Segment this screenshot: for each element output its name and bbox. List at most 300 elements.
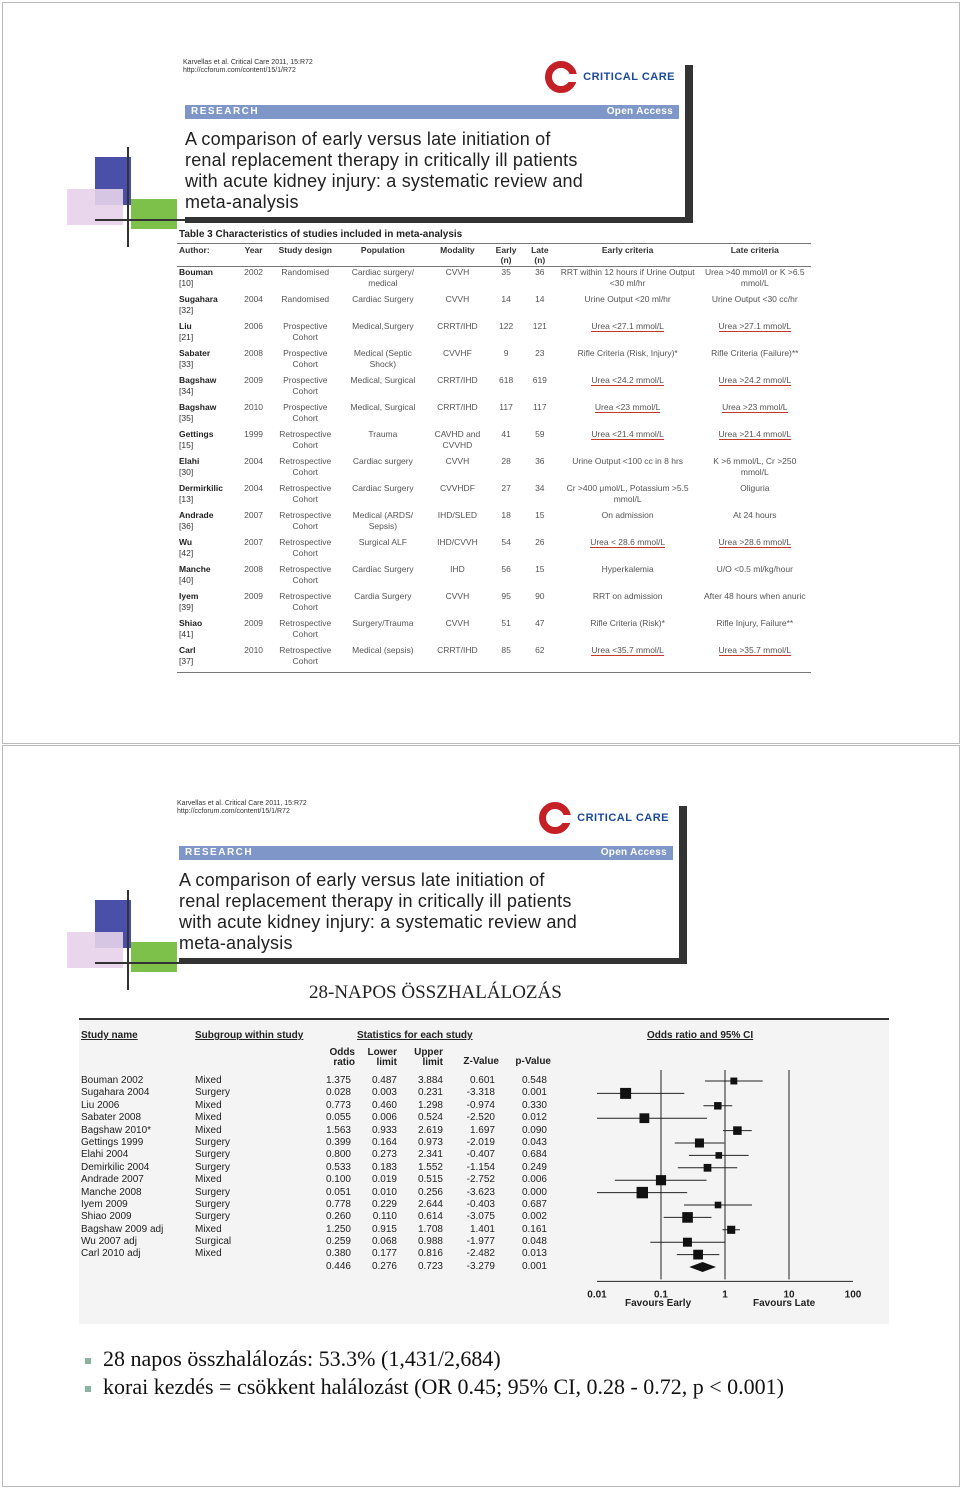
citation (183, 59, 313, 75)
bullet-text: 28 napos összhalálozás: 53.3% (1,431/2,684) (103, 1346, 501, 1371)
study-marker (704, 1164, 712, 1172)
design-cell: Retrospective Cohort (279, 564, 332, 585)
paper-title (179, 870, 679, 954)
upper-limit-cell: 2.341 (417, 1149, 443, 1161)
lower-limit-cell: 0.003 (371, 1087, 397, 1099)
author-name: Wu (179, 537, 193, 547)
journal-name: CRITICAL CARE (583, 71, 675, 83)
late-criteria-cell: Urine Output <30 cc/hr (711, 294, 798, 304)
bullet-2 (85, 1374, 784, 1400)
title-line: A comparison of early versus late initiation of (185, 129, 551, 149)
p-value-cell: 0.006 (521, 1174, 547, 1186)
x-tick-label: 0.01 (587, 1289, 607, 1301)
upper-limit-cell: 0.988 (417, 1236, 443, 1248)
study-marker (656, 1175, 666, 1185)
bullet-icon (85, 1358, 91, 1364)
lower-limit-cell: 0.177 (371, 1248, 397, 1260)
p-value-cell: 0.330 (521, 1099, 547, 1111)
lower-limit-cell: 0.460 (371, 1099, 397, 1111)
modality-cell: CVVH (445, 591, 470, 601)
decor-green-square (131, 199, 177, 229)
z-value-cell: -3.318 (466, 1087, 495, 1099)
table-row (177, 348, 811, 375)
study-name-cell: Bouman 2002 (81, 1075, 144, 1086)
x-tick-label: 100 (844, 1289, 862, 1301)
year-cell: 2009 (244, 618, 264, 628)
late-criteria-cell: U/O <0.5 ml/kg/hour (716, 564, 793, 574)
late-criteria-cell (699, 321, 811, 348)
study-name-cell: Manche 2008 (81, 1186, 142, 1198)
header-shadow-right (679, 806, 687, 964)
author-cell (177, 456, 237, 483)
author-name: Elahi (179, 456, 200, 466)
design-cell: Retrospective Cohort (279, 456, 332, 477)
header-p-value: p-Value (515, 1056, 551, 1067)
upper-limit-cell: 1.708 (417, 1223, 443, 1235)
population-cell: Medical, Surgical (350, 402, 416, 412)
table-body (177, 267, 811, 673)
author-ref: [13] (179, 494, 194, 504)
early-criteria-cell (557, 429, 699, 456)
lower-limit-cell: 0.068 (371, 1236, 397, 1248)
table-row (177, 483, 811, 510)
odds-ratio-cell: 0.778 (325, 1198, 351, 1210)
favours-late-label: Favours Late (753, 1298, 816, 1309)
late-n-cell: 47 (535, 618, 545, 628)
header-shadow-bottom (185, 217, 693, 223)
upper-limit-cell: 1.552 (417, 1161, 443, 1173)
table-row (177, 294, 811, 321)
odds-ratio-cell: 1.375 (325, 1075, 351, 1086)
title-line: A comparison of early versus late initiation of (179, 870, 545, 890)
study-marker (727, 1226, 735, 1234)
population-cell: Surgical ALF (358, 537, 407, 547)
header-study-name: Study name (81, 1030, 138, 1041)
table-header-row (177, 244, 811, 267)
late-n-cell: 62 (535, 645, 545, 655)
author-cell (177, 321, 237, 348)
late-n-cell: 36 (535, 456, 545, 466)
late-n-cell: 15 (535, 564, 545, 574)
study-marker (695, 1138, 704, 1147)
author-cell (177, 348, 237, 375)
criteria-text: Urea <27.1 mmol/L (591, 321, 664, 331)
population-cell: Medical, Surgical (350, 375, 416, 385)
design-cell: Retrospective Cohort (279, 510, 332, 531)
col-author: Author: (179, 245, 210, 255)
section-label: RESEARCH (185, 847, 254, 858)
decor-line-h (95, 962, 185, 964)
population-cell: Medical (ARDS/ Sepsis) (352, 510, 414, 531)
z-value-cell: -3.623 (466, 1186, 495, 1198)
slide-2 (2, 745, 960, 1487)
study-marker (715, 1152, 722, 1159)
title-line: renal replacement therapy in critically ill patients (185, 150, 578, 170)
early-n-cell: 18 (501, 510, 511, 520)
design-cell: Randomised (281, 294, 330, 304)
early-criteria-cell: Rifle Criteria (Risk, Injury)* (577, 348, 678, 358)
section-bar (179, 846, 673, 860)
late-criteria-cell: K >6 mmol/L, Cr >250 mmol/L (713, 456, 797, 477)
author-ref: [39] (179, 602, 194, 612)
early-criteria-cell: RRT within 12 hours if Urine Output <30 ml/hr (560, 267, 695, 288)
subgroup-cell: Mixed (195, 1112, 222, 1124)
lower-limit-cell: 0.010 (371, 1186, 397, 1198)
design-cell: Retrospective Cohort (279, 591, 332, 612)
year-cell: 2002 (244, 267, 264, 277)
early-criteria-cell: RRT on admission (592, 591, 663, 601)
author-name: Bouman (179, 267, 213, 277)
table-row (177, 429, 811, 456)
odds-ratio-cell: 0.055 (325, 1112, 351, 1124)
odds-ratio-cell: 0.773 (325, 1099, 351, 1111)
criteria-text: Urea >21.4 mmol/L (718, 429, 792, 439)
p-value-cell: 0.161 (521, 1223, 547, 1235)
year-cell: 2004 (244, 294, 264, 304)
upper-limit-cell: 0.524 (417, 1112, 443, 1124)
z-value-cell: 1.401 (469, 1223, 495, 1235)
header-statistics: Statistics for each study (357, 1030, 473, 1041)
lower-limit-cell: 0.229 (371, 1198, 397, 1210)
p-value-cell: 0.043 (521, 1136, 547, 1148)
decor-line-v (127, 147, 129, 247)
author-cell (177, 591, 237, 618)
lower-limit-cell: 0.183 (371, 1161, 397, 1173)
author-ref: [30] (179, 467, 194, 477)
odds-ratio-cell: 0.100 (325, 1174, 351, 1186)
early-criteria-cell: Urine Output <20 ml/hr (584, 294, 671, 304)
design-cell: Retrospective Cohort (279, 429, 332, 450)
citation-line-2: http://ccforum.com/content/15/1/R72 (177, 808, 290, 815)
population-cell: Cardiac surgery (352, 456, 413, 466)
design-cell: Retrospective Cohort (279, 537, 332, 558)
late-criteria-cell (699, 375, 811, 402)
subgroup-cell: Surgery (195, 1149, 231, 1161)
early-n-cell: 28 (501, 456, 511, 466)
paper-title (185, 129, 685, 213)
early-n-cell: 95 (501, 591, 511, 601)
author-ref: [40] (179, 575, 194, 585)
study-name-cell: Bagshaw 2009 adj (81, 1223, 164, 1235)
modality-cell: CRRT/IHD (437, 375, 478, 385)
study-marker (620, 1088, 631, 1099)
pooled-z-value-cell: -3.279 (466, 1260, 495, 1272)
early-criteria-cell: Hyperkalemia (601, 564, 654, 574)
subgroup-cell: Mixed (195, 1223, 222, 1235)
author-cell (177, 537, 237, 564)
study-name-cell: Sabater 2008 (81, 1112, 142, 1124)
design-cell: Randomised (281, 267, 330, 277)
author-cell (177, 510, 237, 537)
population-cell: Trauma (368, 429, 398, 439)
z-value-cell: -1.977 (466, 1236, 495, 1248)
study-name-cell: Wu 2007 adj (81, 1236, 137, 1248)
criteria-text: Urea <21.4 mmol/L (591, 429, 664, 439)
subgroup-cell: Surgery (195, 1136, 231, 1148)
header-shadow-bottom (179, 958, 687, 964)
study-name-cell: Demirkilic 2004 (81, 1161, 150, 1173)
slide-subtitle: 28-NAPOS ÖSSZHALÁLOZÁS (309, 982, 562, 1003)
early-n-cell: 56 (501, 564, 511, 574)
early-n-cell: 14 (501, 294, 511, 304)
late-criteria-cell (699, 429, 811, 456)
author-name: Iyem (179, 591, 199, 601)
author-name: Shiao (179, 618, 203, 628)
population-cell: Cardiac Surgery (352, 294, 414, 304)
author-name: Sabater (179, 348, 211, 358)
early-criteria-cell: Rifle Criteria (Risk)* (590, 618, 665, 628)
author-cell (177, 402, 237, 429)
col-late-n: Late (n) (531, 245, 549, 265)
section-label: RESEARCH (191, 106, 260, 117)
upper-limit-cell: 0.256 (417, 1186, 443, 1198)
bullet-text: korai kezdés = csökkent halálozást (OR 0.45; 95% CI, 0.28 - 0.72, p < 0.001) (103, 1374, 785, 1399)
col-design: Study design (278, 245, 332, 255)
study-marker (715, 1202, 722, 1209)
p-value-cell: 0.048 (521, 1236, 547, 1248)
decor-line-h (95, 219, 185, 221)
subgroup-cell: Surgery (195, 1186, 231, 1198)
modality-cell: CVVH (445, 456, 470, 466)
header-upper-limit: Upper limit (414, 1047, 443, 1068)
late-n-cell: 34 (535, 483, 545, 493)
late-criteria-cell (699, 537, 811, 564)
pooled-p-value-cell: 0.001 (521, 1260, 547, 1272)
forest-plot (79, 1018, 889, 1324)
table-row (177, 618, 811, 645)
criteria-text: Urea <24.2 mmol/L (591, 375, 664, 385)
year-cell: 2009 (244, 375, 264, 385)
lower-limit-cell: 0.019 (371, 1174, 397, 1186)
study-name-cell: Bagshaw 2010* (81, 1124, 152, 1136)
late-criteria-cell: Urea >40 mmol/l or K >6.5 mmol/L (704, 267, 805, 288)
bullet-icon (85, 1386, 91, 1392)
upper-limit-cell: 0.231 (417, 1087, 443, 1099)
late-n-cell: 59 (535, 429, 545, 439)
critical-care-logo-icon (539, 802, 571, 834)
z-value-cell: -0.403 (466, 1198, 495, 1210)
late-criteria-cell: At 24 hours (733, 510, 777, 520)
author-ref: [37] (179, 656, 194, 666)
z-value-cell: 0.601 (469, 1075, 495, 1086)
author-name: Dermirkilic (179, 483, 223, 493)
design-cell: Prospective Cohort (283, 375, 328, 396)
study-marker (733, 1126, 742, 1135)
p-value-cell: 0.002 (521, 1211, 547, 1223)
early-criteria-cell: Urine Output <100 cc in 8 hrs (572, 456, 684, 466)
title-line: with acute kidney injury: a systematic review and (179, 912, 577, 932)
title-line: with acute kidney injury: a systematic review and (185, 171, 583, 191)
p-value-cell: 0.012 (521, 1112, 547, 1124)
modality-cell: CVVH (445, 294, 470, 304)
year-cell: 1999 (244, 429, 264, 439)
criteria-text: Urea >27.1 mmol/L (718, 321, 792, 331)
study-marker (730, 1078, 737, 1085)
z-value-cell: -0.974 (466, 1099, 495, 1111)
journal-logo (545, 61, 675, 93)
author-name: Manche (179, 564, 211, 574)
author-ref: [35] (179, 413, 194, 423)
design-cell: Retrospective Cohort (279, 618, 332, 639)
col-year: Year (244, 245, 263, 255)
x-tick-label: 0.1 (654, 1289, 668, 1301)
z-value-cell: -3.075 (466, 1211, 495, 1223)
modality-cell: IHD/SLED (437, 510, 478, 520)
pooled-lower-limit-cell: 0.276 (371, 1260, 397, 1272)
p-value-cell: 0.548 (521, 1075, 547, 1086)
modality-cell: IHD/CVVH (437, 537, 478, 547)
population-cell: Cardiac surgery/ medical (351, 267, 415, 288)
citation (177, 800, 307, 816)
study-name-cell: Andrade 2007 (81, 1174, 144, 1186)
citation-line-2: http://ccforum.com/content/15/1/R72 (183, 67, 296, 74)
col-late-criteria: Late criteria (730, 245, 779, 255)
criteria-text: Urea >28.6 mmol/L (718, 537, 792, 547)
z-value-cell: -2.520 (466, 1112, 495, 1124)
p-value-cell: 0.249 (521, 1161, 547, 1173)
access-label: Open Access (600, 847, 667, 858)
year-cell: 2010 (244, 645, 264, 655)
population-cell: Medical (sepsis) (352, 645, 414, 655)
modality-cell: CRRT/IHD (437, 321, 478, 331)
study-marker (639, 1113, 649, 1123)
odds-ratio-cell: 0.028 (325, 1087, 351, 1099)
author-ref: [41] (179, 629, 194, 639)
author-ref: [42] (179, 548, 194, 558)
early-criteria-cell: Cr >400 μmol/L, Potassium >5.5 mmol/L (566, 483, 689, 504)
late-criteria-cell (699, 402, 811, 429)
study-name-cell: Iyem 2009 (81, 1198, 128, 1210)
p-value-cell: 0.090 (521, 1124, 547, 1136)
subgroup-cell: Mixed (195, 1124, 222, 1136)
study-marker (637, 1187, 648, 1198)
population-cell: Cardiac Surgery (352, 564, 414, 574)
modality-cell: CAVHD and CVVHD (434, 429, 481, 450)
author-ref: [15] (179, 440, 194, 450)
table-row (177, 402, 811, 429)
subgroup-cell: Surgery (195, 1211, 231, 1223)
col-modality: Modality (440, 245, 475, 255)
early-n-cell: 35 (501, 267, 511, 277)
characteristics-table (177, 243, 811, 673)
early-n-cell: 85 (501, 645, 511, 655)
study-marker (693, 1250, 703, 1260)
critical-care-logo-icon (545, 61, 577, 93)
modality-cell: CVVH (445, 267, 470, 277)
lower-limit-cell: 0.110 (372, 1211, 397, 1223)
early-n-cell: 117 (499, 402, 513, 412)
author-ref: [32] (179, 305, 194, 315)
author-name: Bagshaw (179, 375, 217, 385)
paper-header (175, 796, 687, 966)
table-row (177, 537, 811, 564)
pooled-odds-ratio-cell: 0.446 (325, 1260, 351, 1272)
p-value-cell: 0.687 (521, 1198, 547, 1210)
subgroup-cell: Surgery (195, 1161, 231, 1173)
header-z-value: Z-Value (463, 1056, 499, 1067)
early-criteria-cell (557, 402, 699, 429)
p-value-cell: 0.684 (521, 1149, 547, 1161)
criteria-text: Urea >23 mmol/L (722, 402, 788, 412)
header-subgroup: Subgroup within study (195, 1030, 304, 1041)
odds-ratio-cell: 1.563 (325, 1124, 351, 1136)
header-shadow-right (685, 65, 693, 223)
modality-cell: CRRT/IHD (437, 645, 478, 655)
modality-cell: CVVHDF (439, 483, 475, 493)
author-name: Carl (179, 645, 196, 655)
paper-header (181, 55, 693, 225)
table-caption: Table 3 Characteristics of studies included in meta-analysis (179, 229, 463, 240)
odds-ratio-cell: 1.250 (325, 1223, 351, 1235)
journal-name: CRITICAL CARE (577, 812, 669, 824)
early-criteria-cell (557, 537, 699, 564)
z-value-cell: -2.019 (466, 1136, 495, 1148)
z-value-cell: 1.697 (469, 1124, 495, 1136)
year-cell: 2008 (244, 564, 264, 574)
study-name-cell: Liu 2006 (81, 1099, 120, 1111)
z-value-cell: -2.482 (466, 1248, 495, 1260)
col-early-criteria: Early criteria (601, 245, 654, 255)
forest-plot-svg (79, 1018, 889, 1324)
subgroup-cell: Mixed (195, 1075, 222, 1086)
table-row (177, 591, 811, 618)
col-early-n: Early (n) (495, 245, 517, 265)
year-cell: 2008 (244, 348, 264, 358)
population-cell: Cardiac Surgery (352, 483, 414, 493)
early-n-cell: 41 (501, 429, 511, 439)
population-cell: Surgery/Trauma (352, 618, 414, 628)
odds-ratio-cell: 0.533 (325, 1161, 351, 1173)
upper-limit-cell: 0.614 (417, 1211, 443, 1223)
late-criteria-cell (699, 645, 811, 673)
upper-limit-cell: 1.298 (417, 1099, 443, 1111)
x-tick-label: 1 (722, 1289, 728, 1301)
author-ref: [36] (179, 521, 194, 531)
table-row (177, 456, 811, 483)
pooled-diamond (689, 1262, 716, 1272)
lower-limit-cell: 0.273 (371, 1149, 397, 1161)
late-n-cell: 36 (535, 267, 545, 277)
lower-limit-cell: 0.933 (371, 1124, 397, 1136)
late-n-cell: 23 (535, 348, 545, 358)
late-n-cell: 121 (532, 321, 547, 331)
subgroup-cell: Mixed (195, 1099, 222, 1111)
author-ref: [33] (179, 359, 194, 369)
odds-ratio-cell: 0.051 (325, 1186, 351, 1198)
title-line: meta-analysis (185, 192, 299, 212)
criteria-text: Urea <35.7 mmol/L (591, 645, 664, 655)
odds-ratio-cell: 0.399 (325, 1136, 351, 1148)
author-ref: [21] (179, 332, 194, 342)
author-cell (177, 483, 237, 510)
early-criteria-cell (557, 321, 699, 348)
header-lower-limit: Lower limit (367, 1047, 397, 1068)
modality-cell: CVVHF (443, 348, 472, 358)
late-n-cell: 26 (535, 537, 545, 547)
subgroup-cell: Surgery (195, 1087, 231, 1099)
author-cell (177, 375, 237, 402)
study-marker (714, 1102, 721, 1109)
year-cell: 2010 (244, 402, 264, 412)
title-line: meta-analysis (179, 933, 293, 953)
early-criteria-cell (557, 375, 699, 402)
bullet-1 (85, 1346, 501, 1372)
table-row (177, 375, 811, 402)
lower-limit-cell: 0.487 (371, 1075, 397, 1086)
design-cell: Prospective Cohort (283, 402, 328, 423)
access-label: Open Access (606, 106, 673, 117)
decor-green-square (131, 942, 177, 972)
